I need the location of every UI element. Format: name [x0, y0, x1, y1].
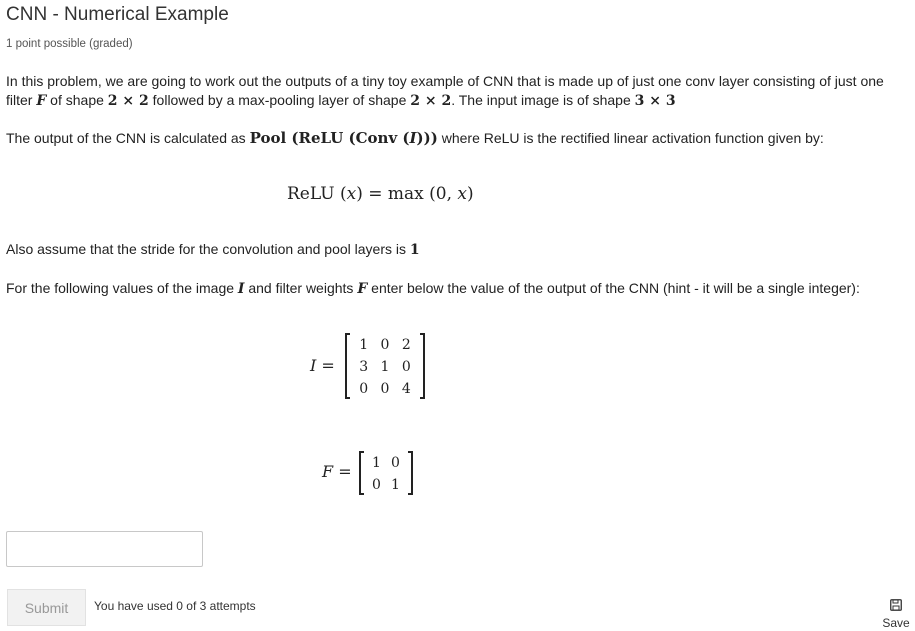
problem-title: CNN - Numerical Example	[6, 4, 229, 25]
matrix-cell: 0	[380, 337, 390, 353]
points-label: 1 point possible (graded)	[6, 38, 133, 50]
matrix-cell: 3	[359, 359, 369, 375]
matrix-i-label: I =	[310, 356, 335, 375]
matrix-cell: 2	[401, 337, 411, 353]
stride-value: 1	[409, 242, 420, 258]
matrix-cell: 1	[372, 455, 381, 471]
matrix-cell: 1	[391, 477, 400, 493]
matrix-cell: 1	[359, 337, 369, 353]
matrix-cell: 4	[401, 381, 411, 397]
question-line: For the following values of the image I and filter weights F enter below the value of the output of the CNN (hint - it will be a single integer):	[6, 280, 860, 297]
matrix-i	[345, 333, 425, 399]
stride-line: Also assume that the stride for the convolution and pool layers is 1	[6, 241, 420, 258]
matrix-f	[359, 451, 413, 495]
filter-symbol: F	[36, 93, 47, 109]
pool-shape: 2 × 2	[410, 93, 452, 109]
filter-shape: 2 × 2	[107, 93, 149, 109]
matrix-cell: 0	[372, 477, 381, 493]
matrix-f-label: F =	[322, 462, 352, 481]
answer-input[interactable]	[6, 531, 203, 567]
save-button[interactable]	[878, 598, 914, 630]
output-formula-line: The output of the CNN is calculated as Pool (ReLU (Conv (I))) where ReLU is the rectified linear activation function given by:	[6, 129, 824, 147]
image-shape: 3 × 3	[634, 93, 676, 109]
attempts-text: You have used 0 of 3 attempts	[94, 599, 256, 613]
matrix-cell: 0	[391, 455, 400, 471]
relu-equation: ReLU (x) = max (0, x)	[287, 184, 474, 204]
matrix-cell: 0	[401, 359, 411, 375]
matrix-cell: 1	[380, 359, 390, 375]
matrix-cell: 0	[359, 381, 369, 397]
save-label: Save	[882, 616, 910, 630]
matrix-cell: 0	[380, 381, 390, 397]
cnn-expression: Pool (ReLU (Conv (	[249, 129, 410, 147]
intro-line-1: In this problem, we are going to work out the outputs of a tiny toy example of CNN that is made up of just one conv layer consisting of just one	[6, 73, 884, 89]
floppy-disk-icon	[890, 599, 902, 611]
intro-line-2: filter F of shape 2 × 2 followed by a max-pooling layer of shape 2 × 2. The input image is of shape 3 × 3	[6, 92, 676, 109]
submit-button[interactable]: Submit	[7, 589, 86, 626]
